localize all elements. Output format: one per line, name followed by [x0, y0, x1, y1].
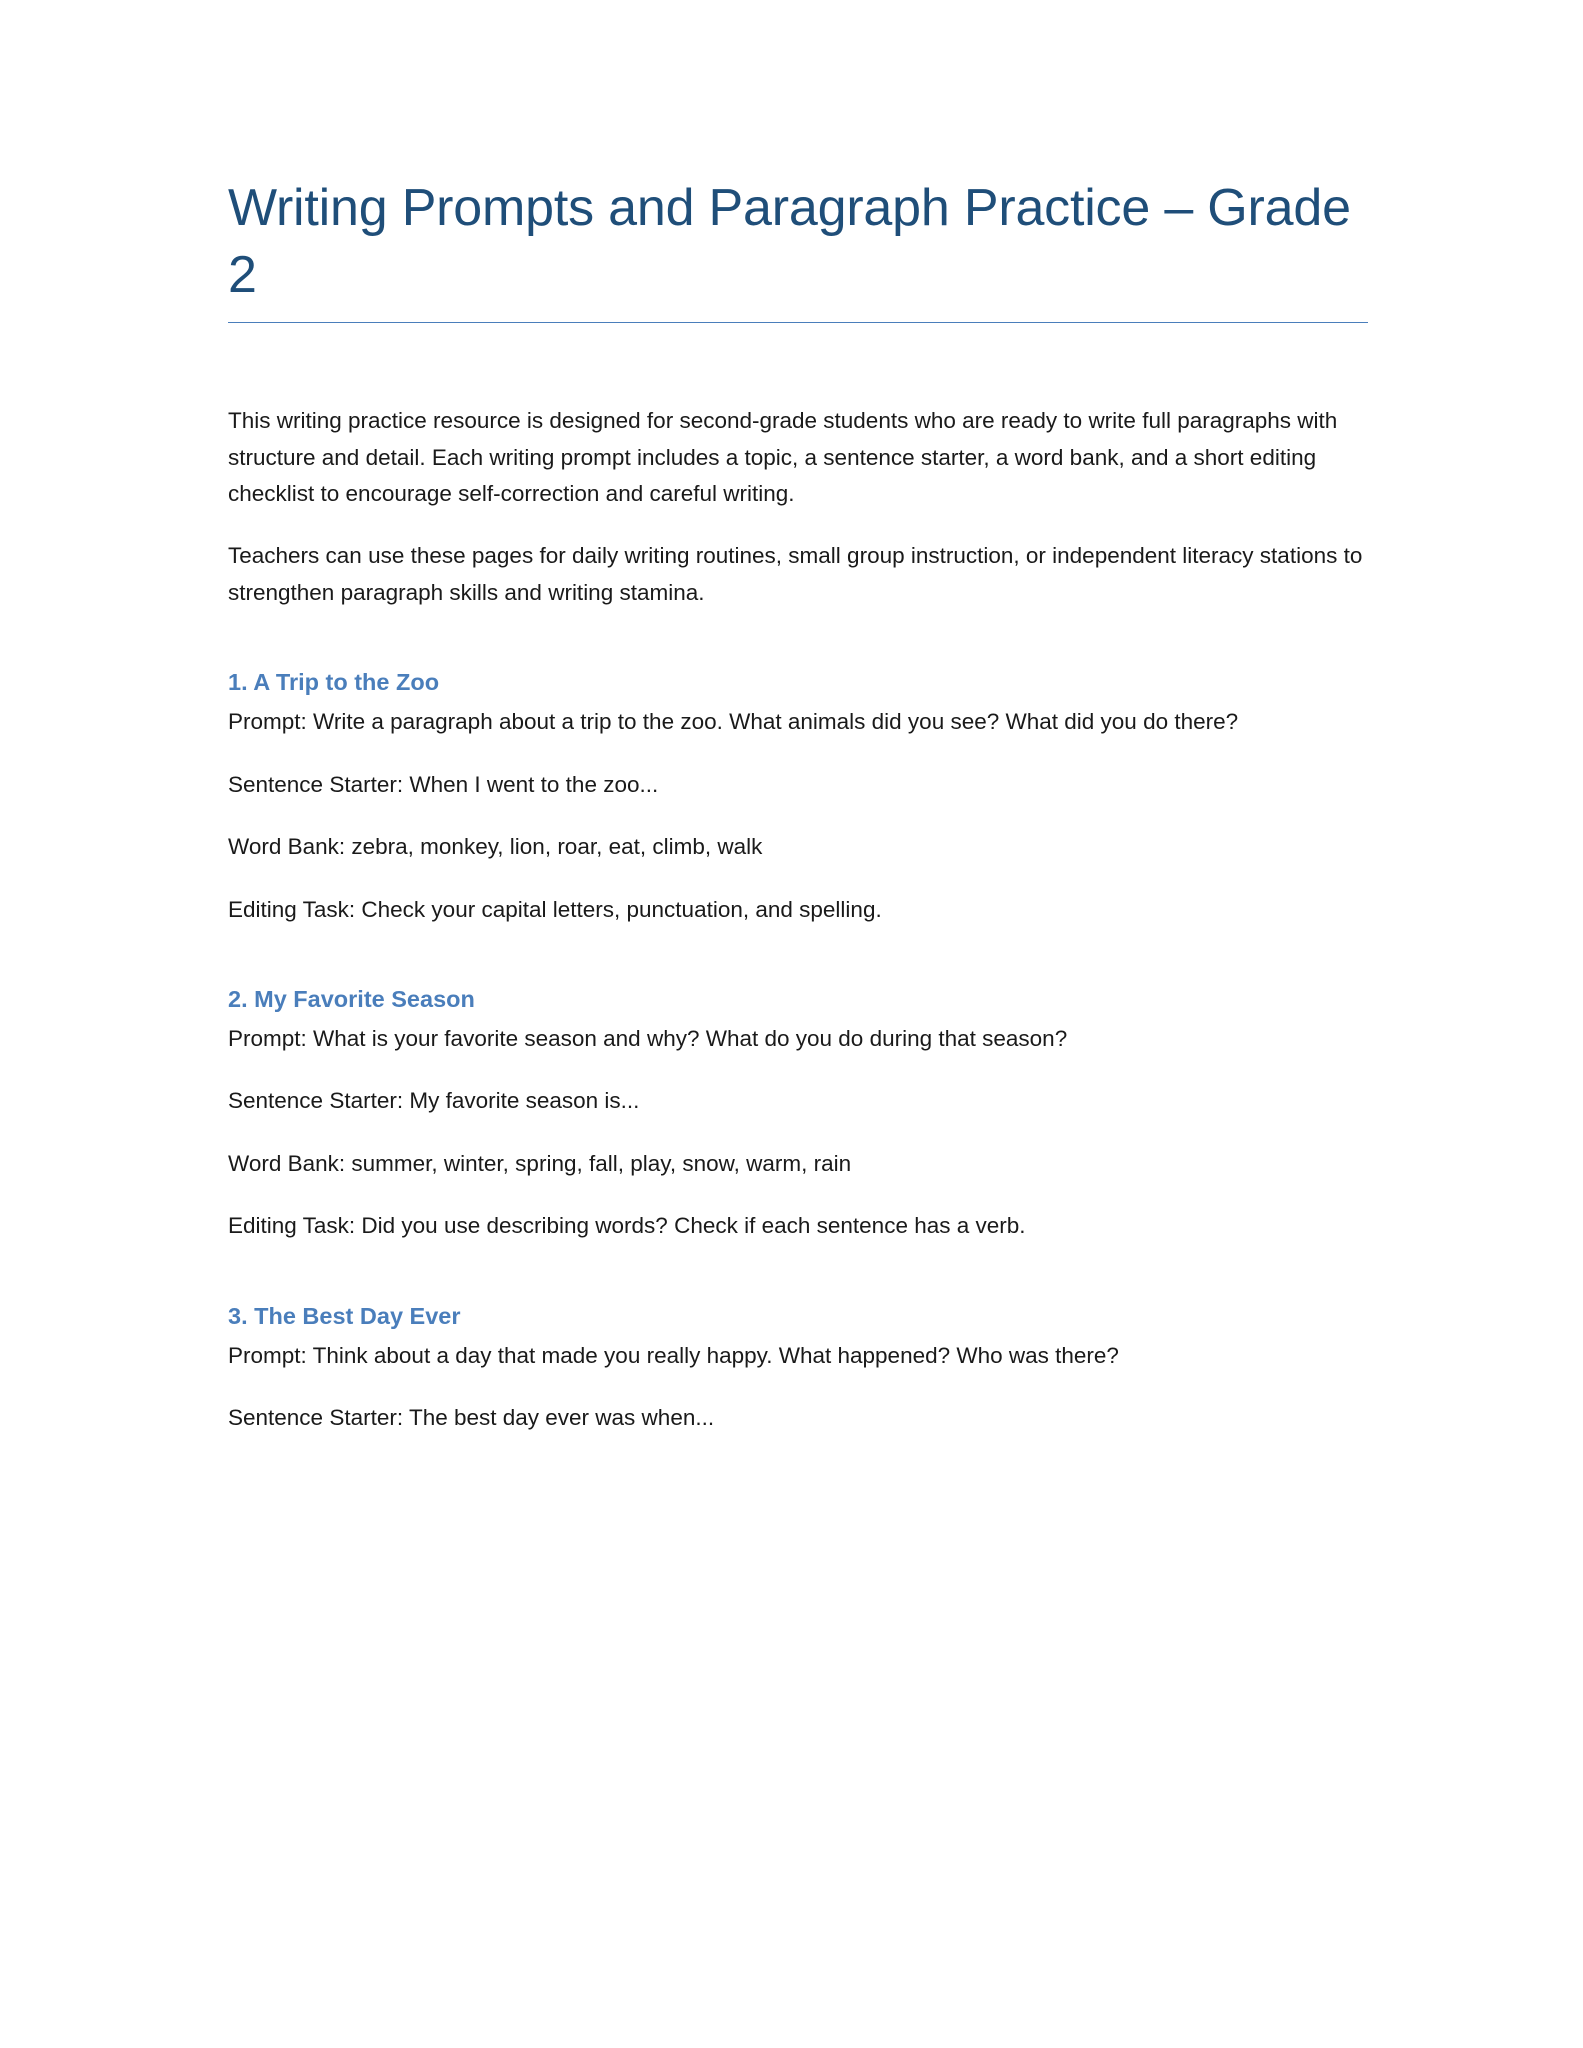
editing-task-1: Editing Task: Check your capital letters, punctuation, and spelling.: [228, 896, 882, 922]
editing-task-2: Editing Task: Did you use describing words? Check if each sentence has a verb.: [228, 1213, 1026, 1239]
intro-paragraph-1: This writing practice resource is designed for second-grade students who are ready to write full paragraphs with structure and detail. Each writing prompt includes a topic, a sentence starter, a word bank, and a short editing checklist to encourage self-correction and careful writing.: [228, 408, 1338, 506]
prompt-section-3: [228, 1303, 1368, 1437]
page-title: Writing Prompts and Paragraph Practice – Grade 2: [228, 179, 1351, 304]
prompt-text-2: Prompt: What is your favorite season and why? What do you do during that season?: [228, 1026, 1068, 1052]
prompt-text-3: Prompt: Think about a day that made you really happy. What happened? Who was there?: [228, 1342, 1119, 1368]
section-heading-2: 2. My Favorite Season: [228, 986, 475, 1013]
prompt-section-2: [228, 986, 1368, 1245]
prompt-section-1: [228, 669, 1368, 928]
word-bank-2: Word Bank: summer, winter, spring, fall, play, snow, warm, rain: [228, 1150, 852, 1176]
sentence-starter-1: Sentence Starter: When I went to the zoo...: [228, 771, 659, 797]
section-heading-3: 3. The Best Day Ever: [228, 1302, 461, 1329]
intro-paragraph-2: Teachers can use these pages for daily writing routines, small group instruction, or independent literacy stations to strengthen paragraph skills and writing stamina.: [228, 543, 1363, 605]
sentence-starter-3: Sentence Starter: The best day ever was when...: [228, 1405, 715, 1431]
intro-section: [228, 403, 1368, 611]
prompt-text-1: Prompt: Write a paragraph about a trip to the zoo. What animals did you see? What did you do there?: [228, 709, 1239, 735]
section-heading-1: 1. A Trip to the Zoo: [228, 669, 440, 696]
sentence-starter-2: Sentence Starter: My favorite season is...: [228, 1088, 640, 1114]
word-bank-1: Word Bank: zebra, monkey, lion, roar, eat, climb, walk: [228, 834, 763, 860]
title-divider: [228, 322, 1368, 323]
